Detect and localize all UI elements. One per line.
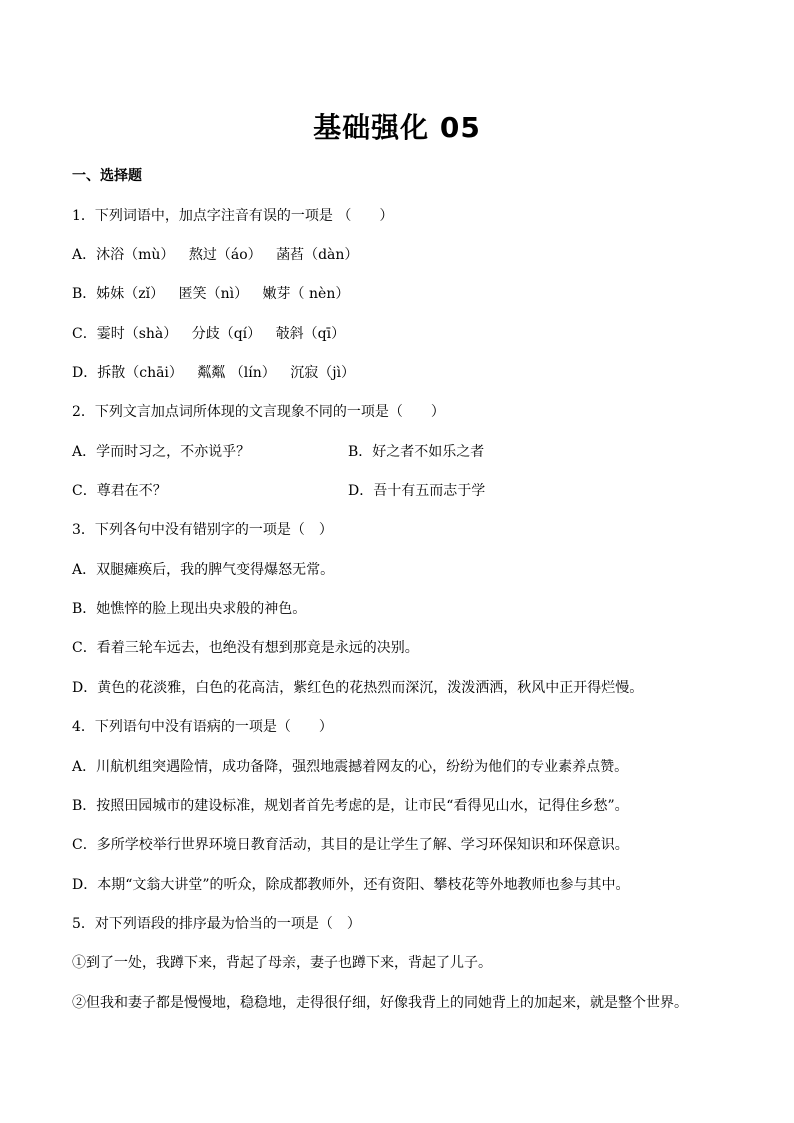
question-4-stem: 4．下列语句中没有语病的一项是（ ） (72, 719, 333, 735)
question-1-option-d (72, 363, 365, 383)
question-1-option-a (72, 245, 368, 265)
option-b-word-3: 嫩芽（ nèn） (262, 286, 350, 302)
question-2-option-c: C．尊君在不？ (72, 483, 167, 499)
option-b-word-1: B．姊妹（zǐ） (72, 286, 165, 302)
question-3-stem: 3．下列各句中没有错别字的一项是（ ） (72, 522, 333, 538)
question-5-stem: 5．对下列语段的排序最为恰当的一项是（ ） (72, 916, 361, 932)
option-a-word-2: 熬过（áo） (188, 247, 262, 263)
question-4-option-c: C．多所学校举行世界环境日教育活动，其目的是让学生了解、学习环保知识和环保意识。 (72, 837, 629, 853)
option-a-word-3: 菡萏（dàn） (276, 247, 359, 263)
question-2-stem: 2．下列文言加点词所体现的文言现象不同的一项是（ ） (72, 404, 445, 420)
question-5-sentence-2: ②但我和妻子都是慢慢地，稳稳地，走得很仔细，好像我背上的同她背上的加起来，就是整个世界。 (72, 995, 688, 1011)
option-a-word-1: A．沐浴（mù） (72, 247, 175, 263)
question-3-option-b: B．她憔悴的脸上现出央求般的神色。 (72, 601, 307, 617)
question-1-stem: 1．下列词语中，加点字注音有误的一项是 （ ） (72, 208, 394, 224)
page-title: 基础强化 05 (313, 111, 481, 144)
question-1-option-c (72, 324, 355, 344)
option-d-word-3: 沉寂（jì） (290, 365, 356, 381)
question-3-option-c: C．看着三轮车远去，也绝没有想到那竟是永远的决别。 (72, 640, 419, 656)
section-heading: 一、选择题 (72, 168, 142, 184)
question-4-option-b: B．按照田园城市的建设标准，规划者首先考虑的是，让市民“看得见山水，记得住乡愁”。 (72, 798, 629, 814)
option-c-word-2: 分歧（qí） (191, 326, 262, 342)
option-c-word-1: C．霎时（shà） (72, 326, 178, 342)
question-3-option-d: D．黄色的花淡雅，白色的花高洁，紫红色的花热烈而深沉，泼泼洒洒，秋风中正开得烂慢。 (72, 680, 644, 696)
question-5-sentence-1: ①到了一处，我蹲下来，背起了母亲，妻子也蹲下来，背起了儿子。 (72, 955, 492, 971)
option-d-word-2: 粼粼 （lín） (197, 365, 276, 381)
question-1-option-b (72, 284, 359, 304)
question-4-option-a: A．川航机组突遇险情，成功备降，强烈地震撼着网友的心，纷纷为他们的专业素养点赞。 (72, 759, 629, 775)
question-2-option-d: D．吾十有五而志于学 (348, 483, 486, 499)
option-d-word-1: D．拆散（chāi） (72, 365, 183, 381)
question-4-option-d: D．本期“文翁大讲堂”的听众，除成都教师外，还有资阳、攀枝花等外地教师也参与其中。 (72, 877, 630, 893)
question-2-option-b: B．好之者不如乐之者 (348, 444, 485, 460)
option-c-word-3: 攲斜（qī） (275, 326, 346, 342)
question-3-option-a: A．双腿瘫痪后，我的脾气变得爆怒无常。 (72, 562, 335, 578)
option-b-word-2: 匿笑（nì） (178, 286, 249, 302)
question-2-option-a: A．学而时习之，不亦说乎？ (72, 444, 251, 460)
